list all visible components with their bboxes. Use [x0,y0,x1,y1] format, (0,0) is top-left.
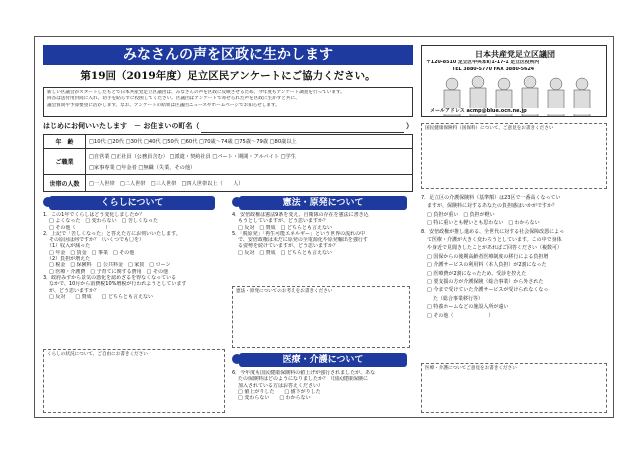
org-email: メールアドレス acmp@blue.ocn.ne.jp [430,108,606,114]
banner-title: みなさんの声を区政に生かします [43,45,413,65]
living-line: 3．政府みずから景気の悪化を認めざるを得なくなっている [43,274,177,281]
care-line: 8．安倍政権が推し進める、全世代に対する社会保障改悪によっ [421,228,565,235]
age-row [44,135,412,149]
survey-sheet [34,36,614,418]
constitution-line: る姿勢を続けていますが、どう思いますか？ [238,243,339,250]
care-line: た（総合事業移行等） [433,295,484,302]
first-question-end: ） [406,122,413,130]
living-line: その原因は何ですか？（いくつでも〇を） [49,237,145,244]
care-questions [421,194,609,360]
living-line[interactable]: □ 税金 □ 保険料 □ 公共料金 □ 家賃 □ ローン [49,262,171,269]
care-line: て医療・介護が大きく変わろうとしています。この中で身体 [427,237,562,244]
medical-line: 6．今年度も国民健康保険料の値上げが強行されましたが、あな [232,370,376,376]
intro-box [43,87,413,117]
household-label: 世帯の人数 [44,175,86,191]
age-options[interactable]: □10代 □20代 □30代 □40代 □50代 □60代 □70歳～74歳 □75歳～79歳 □80歳以上 [89,139,297,145]
age-label: 年 齢 [44,135,86,148]
care-line[interactable]: □ 介護サービスの利用料（本人負担）が2割になった [427,262,547,269]
org-address: 〒120-8510 足立区中央本町1-17-1 足立区役所内 [426,60,540,65]
care-comment-box[interactable] [421,363,607,413]
constitution-line[interactable]: □ 反対 □ 賛成 □ どちらとも言えない [238,249,332,256]
occupation-row [44,149,412,175]
household-row [44,175,412,191]
intro-line: 新しい区議会がスタートしたもとで日本共産党足立区議団は、みなさんの声を区政に反映させるため、今年度もアンケート調査を行っています。 [47,90,345,95]
subtitle: 第19回（2019年度）足立区民アンケートにご協力ください。 [80,70,376,82]
care-line: ますが、保険料に対するあなたの負担感はいかがですか？ [427,203,558,210]
section-living-title: くらしについて [49,196,215,210]
constitution-line: で、安倍政権は未だに原発の全電源化や原発輸出を強行す [238,237,368,244]
care-line[interactable]: □ 負担が重い □ 負担が軽い [427,211,495,218]
constitution-bullet-icon [232,197,242,207]
living-bullet-icon [43,197,53,207]
medical-line: たの保険料はどのようになりましたか？（国民健康保険に [238,376,369,383]
occupation-label: ご職業 [44,149,86,174]
constitution-comment-box[interactable] [232,286,410,348]
kokuho-comment-box[interactable] [421,123,607,189]
constitution-line: もうとしていますが、どう思いますか？ [238,218,329,225]
first-question-text: はじめにお伺いいたします － お住まいの町名（ [43,122,200,130]
town-input[interactable] [201,121,404,133]
living-line[interactable]: □ 反対 □ 賛成 □ どちらとも言えない [49,293,153,300]
constitution-line: 4．安倍政権は憲法9条を変え、自衛隊の存在を憲法に書き込 [232,212,369,218]
constitution-questions [232,212,414,282]
constitution-line: 5．「脱原発」「再生可能エネルギー」という世界の流れの中 [232,230,366,237]
org-name: 日本共産党足立区議団 [475,49,555,59]
medical-line[interactable]: □ 変わらない □ わからない [238,395,311,402]
living-comment-box[interactable] [43,349,225,413]
living-line: （1）収入が減った [47,243,91,250]
care-line[interactable]: □ 今まで受けていた介護サービスが受けられなくなっ [427,287,549,294]
section-medical-title: 医療・介護について [239,353,407,367]
household-options[interactable]: □一人世帯 □二人世帯 □三人世帯 □四人世帯以上（ 人） [89,180,244,187]
living-questions [43,212,225,344]
demographics-table [43,134,413,192]
medical-questions [232,370,414,414]
medical-line: 加入されている方はお答えください） [238,382,324,389]
occupation-options[interactable]: □自営業 □正社員（公務員含む） □派遣・契約社員 □パート・期間・アルバイト □学生 [89,153,296,160]
medical-line[interactable]: □ 値上がりした □ 値下がりした [238,388,321,395]
org-box [421,45,607,117]
living-line: （2）負担が増えた [47,256,91,263]
living-line[interactable]: □ その他（ ） [49,224,111,231]
care-line[interactable]: □ 国保からの後期高齢者医療制度の移行による負担増 [427,253,549,260]
care-comment-label: 医療・介護についてご意見をお書きください [425,366,517,371]
living-line: 1．この1年でくらしはどう変化しましたか？ [43,212,145,218]
living-line[interactable]: □ 医療・介護費 □ 子育てに関する費用 □ その他 [49,268,168,275]
living-line: が、どう思いますか？ [49,287,100,294]
care-line: 7．足立区の介護保険料（基準額）は23区で一番高くなってい [421,195,561,201]
living-comment-label: くらしの状況について、ご自由にお書きください [47,352,148,357]
living-line: なかで、10月から消費税10%増税が行われようとしています [49,281,187,288]
constitution-line[interactable]: □ 反対 □ 賛成 □ どちらとも言えない [238,224,332,231]
constitution-comment-label: 憲法・原発についてのお考えをお書きください [236,289,333,294]
org-tel-fax: TEL 3880-5770 FAX 3880-5624 [452,67,535,72]
living-line[interactable]: □ よくなった □ 変わらない □ 苦しくなった [49,218,158,225]
medical-bullet-icon [232,354,242,364]
care-line[interactable]: □ 医療費が2割になったため、受診を控えた [427,270,527,277]
care-line[interactable]: □ 特に重いとも軽いとも思わない □ わからない [427,220,540,227]
care-line[interactable]: □ 要支援の方が介護保険（総合事業）から外された [427,279,544,286]
intro-line: 回答は送付用封筒に入れ、切手を貼らずに投函してください。区議団はアンケートで寄せられた声を区政に生かすと共に、 [47,96,300,102]
first-question [43,121,413,133]
living-line: 2．上記で「苦しくなった」と答えた方にお伺いいたします。 [43,230,181,237]
section-constitution-title: 憲法・原発について [239,196,407,210]
care-line[interactable]: □ 特養ホームなどの施設入所が遠い [427,304,509,311]
care-line: や身近で見聞きしたことがあればご回答ください（複数可） [427,245,563,252]
care-line[interactable]: □ その他（ ） [427,312,494,319]
intro-line: 議会質問や予算要望に活かします。なお、アンケートの結果は区議団ニュースやホームページでお知らせします。 [47,102,280,108]
living-line[interactable]: □ 年金 □ 賃金 □ 事業 □ その他 [49,249,135,256]
kokuho-comment-label: 国民健康保険料（国保料）について、ご意見をお書きください [425,126,554,131]
occupation-options[interactable]: □家事専業 □年金者 □無職（失業、その他） [89,164,196,171]
